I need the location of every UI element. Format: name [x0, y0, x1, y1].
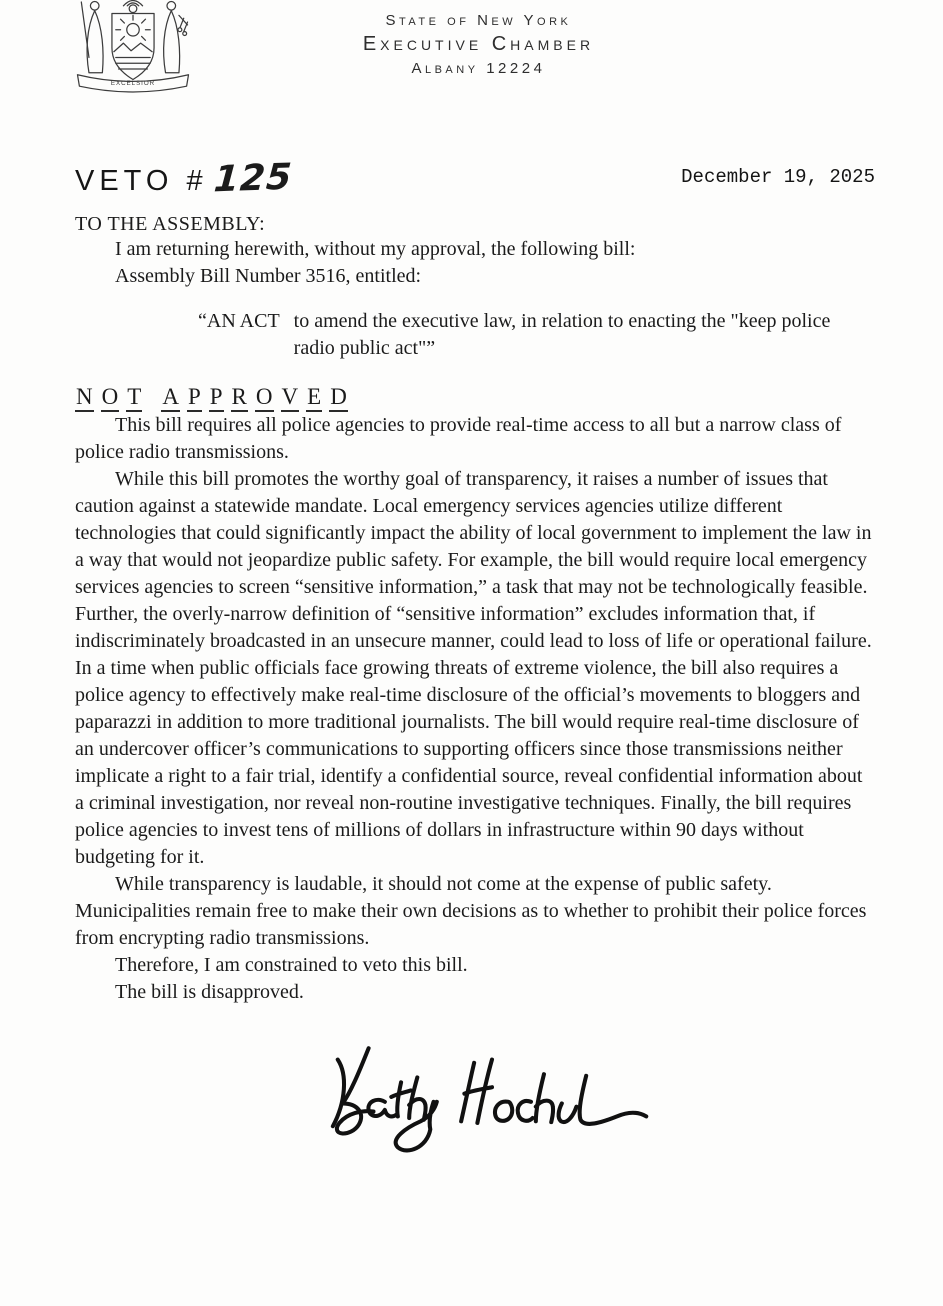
act-text: to amend the executive law, in relation to enacting the "keep police radio public act"”	[293, 310, 831, 359]
paragraph-summary: This bill requires all police agencies to provide real-time access to all but a narrow class of police radio transmissions.	[75, 414, 842, 464]
letterhead-header	[0, 0, 943, 100]
bill-number-line: Assembly Bill Number 3516, entitled:	[115, 265, 422, 287]
letter-body	[0, 158, 943, 1175]
salutation: TO THE ASSEMBLY:	[75, 213, 266, 235]
paragraph-conclusion: While transparency is laudable, it should not come at the expense of public safety. Municipalities remain free to make their own decisions as to whether to prohibit their police forces from encrypting radio transmissions.	[75, 873, 867, 950]
veto-number-line	[75, 158, 292, 199]
act-label: “AN ACT	[198, 310, 280, 332]
governor-signature	[313, 1032, 658, 1170]
letterhead-address: Albany 12224	[411, 60, 546, 77]
letterhead-state: State of New York	[385, 12, 572, 29]
intro-paragraph: I am returning herewith, without my approval, the following bill:	[115, 238, 636, 260]
seal-motto: EXCELSIOR	[110, 80, 156, 88]
veto-header-row	[75, 158, 875, 199]
letterhead-chamber: Executive Chamber	[362, 33, 595, 55]
ny-state-seal-icon	[66, 0, 200, 96]
paragraph-disapproved: The bill is disapproved.	[115, 981, 304, 1004]
paragraph-therefore: Therefore, I am constrained to veto this bill.	[115, 954, 468, 977]
veto-label: VETO #	[75, 165, 208, 197]
paragraph-rationale: While this bill promotes the worthy goal of transparency, it raises a number of issues that caution against a statewide mandate. Local emergency services agencies utilize different technologies that could significantly impact the ability of local government to implement the law in a way that would not jeopardize public safety. For example, the bill would require local emergency services agencies to screen “sensitive information,” a task that may not be technologically feasible. Further, the overly-narrow definition of “sensitive information” excludes information that, if indiscriminately broadcasted in an unsecure manner, could lead to loss of life or operational failure. In a time when public officials face growing threats of extreme violence, the bill also requires a police agency to effectively make real-time disclosure of the official’s movements to bloggers and paparazzi in addition to more traditional journalists. The bill would require real-time disclosure of an undercover officer’s communications to supporting officers since those transmissions neither implicate a right to a fair trial, identify a confidential source, reveal confidential information about a criminal investigation, nor reveal non-routine investigative techniques. Finally, the bill requires police agencies to invest tens of millions of dollars in infrastructure within 90 days without budgeting for it.	[75, 468, 872, 869]
veto-number-handwritten: 125	[212, 156, 294, 201]
act-title-block	[198, 308, 875, 362]
letter-date: December 19, 2025	[681, 166, 875, 188]
not-approved-heading: N O T A P P R O V E D	[75, 384, 875, 412]
letterhead-text	[363, 12, 594, 77]
